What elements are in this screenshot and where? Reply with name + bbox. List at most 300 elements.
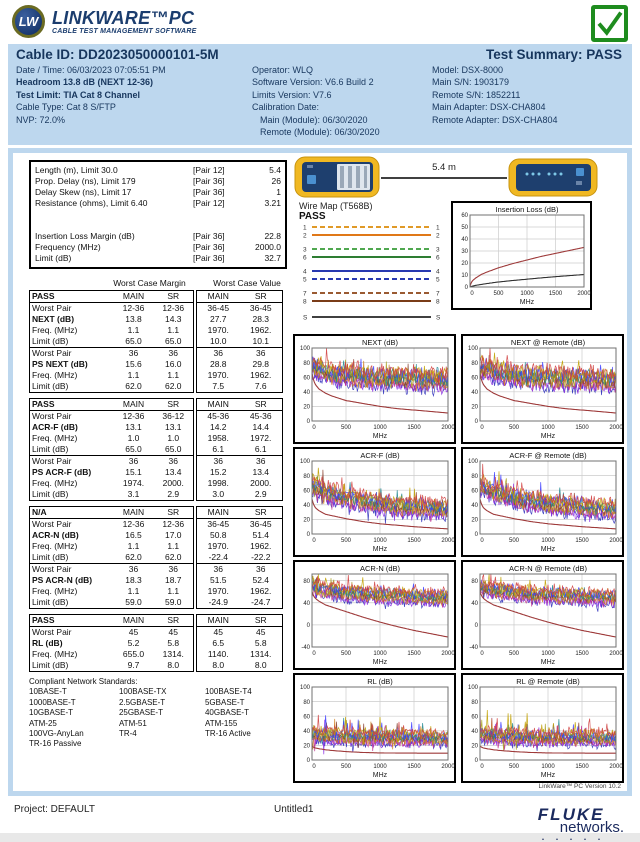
svg-text:40: 40 (303, 729, 310, 736)
parameter-charts-grid (293, 334, 629, 783)
svg-text:80: 80 (303, 700, 310, 707)
margin-value: 1.1 (127, 541, 140, 552)
header-info-line: Software Version: V6.6 Build 2 (252, 77, 374, 88)
param-label: Freq. (MHz) (32, 325, 78, 336)
margin-value: 45 (168, 627, 178, 638)
param-label: Freq. (MHz) (32, 541, 78, 552)
worst-value: 27.7 (209, 314, 227, 325)
param-label: ACR-N (dB) (32, 530, 79, 541)
svg-text:0: 0 (312, 538, 316, 545)
svg-text:1000: 1000 (541, 764, 555, 771)
standard-item: ATM-155 (204, 718, 238, 728)
svg-text:2000: 2000 (441, 538, 455, 545)
param-label: Limit (dB) (32, 597, 69, 608)
x-axis-label: MHz (372, 546, 388, 554)
svg-text:0: 0 (470, 291, 474, 298)
col-sr: SR (240, 507, 283, 519)
standard-item: TR-16 Active (204, 729, 251, 738)
margin-value: 8.0 (167, 660, 180, 671)
margin-value: 62.0 (164, 552, 182, 563)
svg-text:40: 40 (461, 237, 468, 244)
length-delay-summary-box (29, 160, 287, 269)
svg-text:100: 100 (467, 346, 478, 353)
col-main: MAIN (197, 399, 240, 411)
svg-text:50: 50 (461, 225, 468, 232)
param-label: Freq. (MHz) (32, 370, 78, 381)
param-label: NEXT (dB) (32, 314, 75, 325)
svg-text:20: 20 (303, 518, 310, 525)
worst-value: 2.9 (254, 489, 267, 500)
standard-item: 2.5GBASE-T (118, 697, 166, 707)
svg-text:0: 0 (474, 758, 478, 765)
worst-value: 14.2 (209, 422, 227, 433)
graphics-column (291, 153, 632, 783)
header-info-line: Remote (Module): 06/30/2020 (260, 127, 380, 138)
svg-text:0: 0 (474, 419, 478, 426)
col-main: MAIN (197, 291, 240, 303)
svg-text:0: 0 (480, 538, 484, 545)
header-column-instrument-info (432, 64, 622, 138)
svg-text:6: 6 (436, 254, 440, 262)
worst-value: 51.4 (252, 530, 270, 541)
svg-text:1000: 1000 (373, 425, 387, 432)
worst-value: 6.5 (212, 638, 225, 649)
svg-text:60: 60 (471, 488, 478, 495)
remote-tester-image (509, 159, 597, 196)
summary-label: Insertion Loss Margin (dB) (35, 231, 135, 242)
svg-text:1500: 1500 (575, 651, 589, 658)
worst-value: 36 (240, 564, 283, 576)
svg-text:500: 500 (508, 425, 520, 432)
header-info-line: NVP: 72.0% (16, 114, 66, 125)
col-sr: SR (240, 399, 283, 411)
standard-item: 100BASE-TX (118, 687, 167, 697)
linkware-logo (12, 5, 196, 38)
param-label: Limit (dB) (32, 381, 69, 392)
summary-row (35, 187, 281, 198)
svg-text:30: 30 (461, 249, 468, 256)
standards-column (205, 687, 291, 749)
header-info-line: Main S/N: 1903179 (432, 77, 510, 88)
svg-text:60: 60 (471, 714, 478, 721)
svg-text:1: 1 (303, 224, 307, 232)
svg-text:8: 8 (436, 298, 440, 306)
svg-text:60: 60 (303, 375, 310, 382)
worst-value: 51.5 (209, 575, 227, 586)
worst-value: 1970. (207, 370, 229, 381)
svg-text:500: 500 (493, 291, 504, 298)
margin-value: 5.2 (127, 638, 140, 649)
svg-text:0: 0 (464, 285, 468, 292)
worst-value: -24.7 (251, 597, 271, 608)
worst-value: 1958. (207, 433, 229, 444)
svg-text:80: 80 (471, 579, 478, 586)
svg-text:60: 60 (303, 488, 310, 495)
main-tester-image (295, 157, 379, 197)
svg-text:40: 40 (471, 729, 478, 736)
worst-value: 1962. (250, 541, 272, 552)
fluke-logo-dots: . . . . . (541, 832, 605, 842)
svg-text:0: 0 (480, 764, 484, 771)
margin-table-acrf (29, 398, 194, 501)
fluke-logo-bottom: networks. (559, 819, 624, 837)
worst-value: 36-45 (207, 303, 230, 314)
x-axis-label: MHz (372, 659, 388, 667)
param-label: Worst Pair (30, 456, 114, 468)
chart-acrn-main (293, 560, 456, 670)
table-status: PASS (30, 399, 114, 411)
param-label: Worst Pair (32, 519, 72, 530)
fluke-networks-logo (538, 806, 624, 840)
header-column-operator-info (252, 64, 432, 138)
col-sr: SR (154, 291, 194, 303)
margin-value: 1.0 (167, 433, 180, 444)
svg-text:500: 500 (340, 538, 352, 545)
param-label: Limit (dB) (32, 444, 69, 455)
param-label: PS ACR-F (dB) (32, 467, 92, 478)
standard-item: 40GBASE-T (204, 708, 249, 718)
svg-text:8: 8 (303, 298, 307, 306)
summary-pair: [Pair 12] (193, 165, 225, 176)
wire-map-title: Wire Map (T568B) (299, 201, 373, 212)
svg-text:40: 40 (303, 390, 310, 397)
margin-value: 15.1 (125, 467, 142, 478)
wire-map-diagram (299, 222, 445, 329)
param-label: Worst Pair (32, 411, 72, 422)
margin-value: 65.0 (164, 444, 182, 455)
svg-text:-40: -40 (301, 645, 310, 652)
svg-text:1500: 1500 (407, 651, 421, 658)
standard-item: ATM-51 (118, 718, 147, 728)
worst-value: 36-45 (249, 519, 272, 530)
svg-text:0: 0 (312, 651, 316, 658)
chart-next-main (293, 334, 456, 444)
col-sr: SR (154, 399, 194, 411)
table-status: PASS (30, 615, 114, 627)
worst-value: 50.8 (209, 530, 227, 541)
report-body-frame (8, 148, 632, 796)
worst-value: 10.0 (209, 336, 227, 347)
summary-value: 22.8 (264, 231, 281, 242)
svg-text:80: 80 (303, 361, 310, 368)
chart-acrf-main (293, 447, 456, 557)
margin-value: 1.1 (127, 586, 140, 597)
svg-text:2000: 2000 (441, 651, 455, 658)
margin-value: 36 (154, 456, 194, 468)
summary-label: Length (m), Limit 30.0 (35, 165, 118, 176)
svg-text:4: 4 (303, 268, 307, 276)
worst-value: 1972. (250, 433, 272, 444)
svg-text:60: 60 (461, 213, 468, 220)
top-bar (0, 0, 640, 44)
param-label: Worst Pair (32, 303, 72, 314)
param-label: Worst Pair (30, 564, 114, 576)
svg-text:0: 0 (306, 419, 310, 426)
margin-value: 2.9 (167, 489, 180, 500)
chart-title: RL (dB) (367, 677, 393, 687)
svg-text:0: 0 (480, 651, 484, 658)
worst-value: 2000. (250, 478, 272, 489)
linkware-logo-badge-icon: LW (12, 5, 45, 38)
svg-text:1000: 1000 (541, 425, 555, 432)
summary-pair: [Pair 36] (193, 187, 225, 198)
margin-value: 14.3 (164, 314, 182, 325)
margin-value: 36 (114, 456, 154, 468)
svg-text:500: 500 (508, 538, 520, 545)
svg-text:0: 0 (312, 425, 316, 432)
standard-item: TR-4 (118, 729, 137, 738)
svg-text:20: 20 (461, 261, 468, 268)
svg-text:0: 0 (306, 623, 310, 630)
margin-value: 59.0 (164, 597, 182, 608)
svg-text:20: 20 (303, 405, 310, 412)
summary-value: 32.7 (264, 253, 281, 264)
results-column (13, 153, 291, 783)
header-info-line: Test Limit: TIA Cat 8 Channel (16, 89, 141, 100)
margin-value: 62.0 (125, 552, 142, 563)
chart-title: NEXT @ Remote (dB) (510, 338, 586, 348)
margin-value: 13.8 (125, 314, 142, 325)
param-label: ACR-F (dB) (32, 422, 78, 433)
worst-value: 1962. (250, 370, 272, 381)
svg-text:3: 3 (303, 246, 307, 254)
margin-table-next (29, 290, 194, 393)
margin-value: 1.1 (127, 370, 140, 381)
svg-text:S: S (436, 314, 441, 322)
summary-pair: [Pair 36] (193, 231, 225, 242)
standard-item: 25GBASE-T (118, 708, 163, 718)
margin-value: 12-36 (122, 411, 145, 422)
margin-value: 1.0 (127, 433, 140, 444)
footer-project-label: Project: DEFAULT (14, 804, 95, 816)
svg-text:80: 80 (303, 474, 310, 481)
svg-text:1000: 1000 (520, 291, 534, 298)
param-label: RL (dB) (32, 638, 63, 649)
table-status: N/A (30, 507, 114, 519)
margin-value: 65.0 (164, 336, 182, 347)
summary-label: Resistance (ohms), Limit 6.40 (35, 198, 148, 209)
margin-value: 62.0 (125, 381, 142, 392)
margin-value: 1974. (122, 478, 145, 489)
result-table-acrf (29, 398, 291, 501)
summary-row (35, 176, 281, 187)
col-main: MAIN (114, 507, 154, 519)
margin-value: 65.0 (125, 336, 142, 347)
svg-text:60: 60 (303, 714, 310, 721)
margin-value: 12-36 (122, 303, 145, 314)
svg-text:20: 20 (471, 744, 478, 751)
standard-item: 100VG-AnyLan (29, 729, 84, 738)
header-info-line: Main Adapter: DSX-CHA804 (432, 102, 546, 113)
svg-text:0: 0 (480, 425, 484, 432)
x-axis-label: MHz (540, 772, 556, 780)
worst-value: 29.8 (252, 359, 270, 370)
worst-value: 45-36 (249, 411, 272, 422)
chart-title: Insertion Loss (dB) (495, 205, 559, 215)
summary-row (35, 242, 281, 253)
header-info-line: Remote Adapter: DSX-CHA804 (432, 114, 558, 125)
worst-value: 13.4 (252, 467, 270, 478)
param-label: Limit (dB) (32, 336, 69, 347)
param-label: Limit (dB) (32, 552, 69, 563)
svg-text:1000: 1000 (541, 538, 555, 545)
margin-value: 13.1 (164, 422, 182, 433)
svg-text:40: 40 (471, 390, 478, 397)
fluke-logo-top: FLUKE (537, 805, 605, 825)
svg-text:-40: -40 (469, 645, 478, 652)
svg-text:500: 500 (340, 651, 352, 658)
col-main: MAIN (114, 615, 154, 627)
margin-value: 36 (154, 564, 194, 576)
worst-value: 7.6 (254, 381, 267, 392)
worst-value: 36 (240, 348, 283, 360)
header-info-line: Headroom 13.8 dB (NEXT 12-36) (16, 77, 154, 88)
svg-text:1000: 1000 (541, 651, 555, 658)
header-info-line: Main (Module): 06/30/2020 (260, 114, 368, 125)
svg-text:10: 10 (461, 273, 468, 280)
param-label: Freq. (MHz) (32, 433, 78, 444)
svg-text:5: 5 (436, 276, 440, 284)
margin-value: 13.1 (125, 422, 142, 433)
standard-item: 1000BASE-T (29, 697, 76, 707)
worst-value: 45 (256, 627, 266, 638)
header-info-line: Date / Time: 06/03/2023 07:05:51 PM (16, 65, 166, 75)
svg-text:2000: 2000 (441, 764, 455, 771)
svg-text:1000: 1000 (373, 764, 387, 771)
worst-value: 1140. (207, 649, 229, 660)
margin-value: 1.1 (167, 541, 180, 552)
svg-text:60: 60 (471, 375, 478, 382)
result-table-next (29, 290, 291, 393)
linkware-logo-text (52, 9, 196, 35)
worst-value: 1970. (207, 541, 229, 552)
worst-value: 36 (197, 456, 240, 468)
margin-value: 5.8 (167, 638, 180, 649)
margin-value: 1.1 (167, 370, 180, 381)
col-sr: SR (240, 291, 283, 303)
svg-text:2000: 2000 (609, 651, 623, 658)
param-label: Freq. (MHz) (32, 586, 78, 597)
svg-text:100: 100 (299, 685, 310, 692)
result-table-rl (29, 614, 291, 672)
chart-title: ACR-N (dB) (359, 564, 401, 574)
wire-map-status: PASS (299, 211, 326, 223)
standard-item: 5GBASE-T (204, 697, 245, 707)
svg-text:20: 20 (471, 518, 478, 525)
margin-value: 36 (114, 564, 154, 576)
standards-column (29, 687, 119, 749)
summary-row (35, 253, 281, 264)
logo-title: LINKWARE™PC (52, 7, 195, 28)
svg-text:40: 40 (303, 503, 310, 510)
param-label: Worst Pair (30, 348, 114, 360)
margin-table-rl (29, 614, 194, 672)
wire-map-panel (293, 201, 445, 329)
test-summary-status: Test Summary: PASS (485, 47, 622, 62)
svg-text:S: S (303, 314, 308, 322)
worst-value: 36 (197, 564, 240, 576)
col-main: MAIN (197, 615, 240, 627)
worst-value: 1962. (250, 586, 272, 597)
worst-value: 15.2 (209, 467, 227, 478)
summary-value: 1 (276, 187, 281, 198)
margin-value: 655.0 (122, 649, 145, 660)
worst-value: -22.4 (208, 552, 228, 563)
compliant-standards (29, 677, 291, 749)
svg-text:5: 5 (303, 276, 307, 284)
worst-case-value-label: Worst Case Value (213, 278, 281, 289)
svg-text:40: 40 (471, 601, 478, 608)
svg-text:100: 100 (299, 459, 310, 466)
svg-text:100: 100 (467, 459, 478, 466)
svg-text:2000: 2000 (441, 425, 455, 432)
worst-value: 1970. (207, 586, 229, 597)
summary-label: Delay Skew (ns), Limit 17 (35, 187, 132, 198)
worst-case-column-headers (29, 278, 291, 288)
worst-value: -24.9 (208, 597, 228, 608)
value-table-acrf (196, 398, 283, 501)
svg-text:2: 2 (436, 232, 440, 240)
margin-value: 12-36 (162, 303, 185, 314)
col-main: MAIN (197, 507, 240, 519)
worst-value: 28.8 (209, 359, 227, 370)
svg-text:6: 6 (303, 254, 307, 262)
margin-value: 16.5 (125, 530, 142, 541)
table-status: PASS (30, 291, 114, 303)
summary-label: Limit (dB) (35, 253, 72, 264)
summary-pair: [Pair 36] (193, 253, 225, 264)
margin-value: 1314. (162, 649, 184, 660)
result-tables (29, 290, 291, 672)
chart-next-remote (461, 334, 624, 444)
margin-value: 59.0 (125, 597, 142, 608)
worst-value: 8.0 (212, 660, 225, 671)
footer-file-label: Untitled1 (274, 804, 314, 816)
svg-text:1000: 1000 (373, 651, 387, 658)
cable-length-label: 5.4 m (432, 162, 456, 174)
result-table-acrn (29, 506, 291, 609)
worst-value: 28.3 (252, 314, 270, 325)
chart-title: ACR-F (dB) (360, 451, 400, 461)
header-info-line: Calibration Date: (252, 102, 320, 113)
param-label: PS ACR-N (dB) (32, 575, 93, 586)
worst-value: 45 (213, 627, 223, 638)
worst-value: 1998. (207, 478, 229, 489)
summary-row (35, 198, 281, 209)
summary-pair: [Pair 36] (193, 176, 225, 187)
svg-text:2000: 2000 (577, 291, 591, 298)
insertion-loss-chart (451, 201, 592, 310)
margin-value: 3.1 (127, 489, 140, 500)
report-header (8, 44, 632, 145)
standard-item: TR-16 Passive (29, 739, 82, 749)
worst-value: 36-45 (207, 519, 230, 530)
worst-value: 1962. (250, 325, 272, 336)
standard-item: 10BASE-T (29, 687, 67, 697)
svg-text:1000: 1000 (373, 538, 387, 545)
svg-text:500: 500 (340, 764, 352, 771)
param-label: Freq. (MHz) (32, 478, 78, 489)
chart-title: RL @ Remote (dB) (516, 677, 580, 687)
worst-value: 1314. (250, 649, 272, 660)
svg-text:100: 100 (299, 346, 310, 353)
x-axis-label: MHz (372, 433, 388, 441)
worst-value: -22.2 (251, 552, 271, 563)
svg-text:20: 20 (471, 405, 478, 412)
col-main: MAIN (114, 291, 154, 303)
svg-text:1500: 1500 (575, 425, 589, 432)
margin-value: 18.7 (164, 575, 182, 586)
